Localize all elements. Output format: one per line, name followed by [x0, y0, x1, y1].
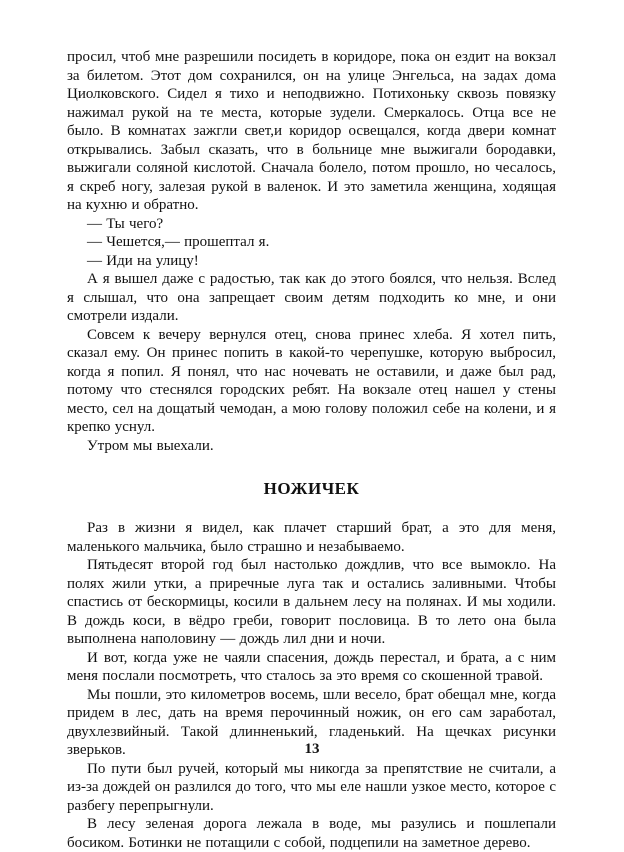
dialogue-line: — Ты чего?: [87, 215, 164, 232]
paragraph: Утром мы выехали.: [87, 437, 214, 454]
paragraph: Мы пошли, это километров восемь, шли весело, брат обещал мне, когда придем в лес, дать на время перочинный ножик, он его сам заработал, двухлезвийный. Такой длинненький, гладенький. На щечках рисунки зверьков.: [67, 686, 556, 758]
paragraph: И вот, когда уже не чаяли спасения, дождь перестал, и брата, а с ним меня послали посмотреть, что сталось за это время со скошенной травой.: [67, 649, 556, 684]
dialogue-line: — Чешется,— прошептал я.: [87, 234, 270, 250]
paragraph: Пятьдесят второй год был настолько дождлив, что все вымокло. На полях жили утки, а приречные луга так и остались заливными. Чтобы спастись от бескормицы, косили в дальнем лесу на полянах. И мы ходили. В дождь коси, в вёдро греби, говорит пословица. В то лето она была выполнена наполовину — дождь лил дни и ночи.: [67, 557, 556, 647]
paragraph-continuation: просил, чтоб мне разрешили посидеть в коридоре, пока он ездит на вокзал за билетом. Этот дом сохранился, он на улице Энгельса, на задах дома Циолковского. Сидел я тихо и неподвижно. Потихоньку сквозь повязку нажимал рукой на те места, которые зудели. Смеркалось. Отца все не было. В комнатах зажгли свет,и коридор освещался, когда двери комнат открывались. Забыл сказать, что в больнице мне выжигали бородавки, выжигали соляной кислотой. Сначала болело, потом прошло, но чесалось, я скреб ногу, залезая рукой в валенок. И это заметила женщина, ходящая на кухню и обратно.: [67, 49, 556, 213]
paragraph: Раз в жизни я видел, как плачет старший брат, а это для меня, маленького мальчика, было страшно и незабываемо.: [67, 520, 556, 555]
dialogue-line: — Иди на улицу!: [87, 252, 199, 269]
paragraph: Совсем к вечеру вернулся отец, снова принес хлеба. Я хотел пить, сказал ему. Он принес попить в какой-то черепушке, которую выбросил, когда я попил. Я понял, что нас ночевать не оставили, и даже был рад, потому что стеснялся городских ребят. На вокзале отец нашел у стены место, сел на дощатый чемодан, а мою голову положил себе на колени, и я крепко уснул.: [67, 326, 556, 435]
page-body: [67, 48, 556, 852]
page-number: 13: [304, 741, 320, 757]
chapter-title: НОЖИЧЕК: [263, 479, 360, 498]
paragraph: В лесу зеленая дорога лежала в воде, мы разулись и пошлепали босиком. Ботинки не потащили с собой, подцепили на заметное дерево.: [67, 816, 556, 851]
paragraph: По пути был ручей, который мы никогда за препятствие не считали, а из-за дождей он разлился до того, что мы еле нашли узкое место, которое с разбегу перепрыгнули.: [67, 760, 556, 814]
paragraph: А я вышел даже с радостью, так как до этого боялся, что нельзя. Вслед я слышал, что она запрещает своим детям подходить ко мне, и они смотрели издали.: [67, 271, 556, 324]
